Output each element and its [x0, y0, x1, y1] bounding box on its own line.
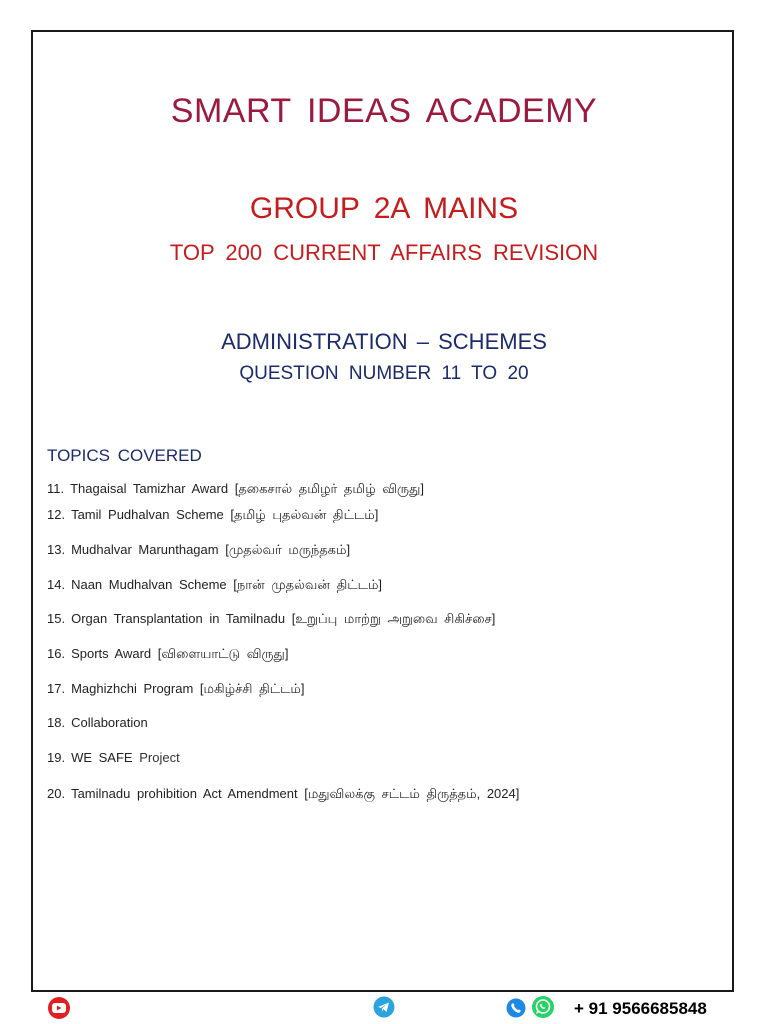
- topic-item: 17. Maghizhchi Program [மகிழ்ச்சி திட்டம்]: [47, 681, 305, 696]
- topic-item: 11. Thagaisal Tamizhar Award [தகைசால் தமிழர் தமிழ் விருது]: [47, 481, 424, 496]
- topics-heading: TOPICS COVERED: [47, 446, 202, 465]
- topic-item: 15. Organ Transplantation in Tamilnadu [உறுப்பு மாற்று அறுவை சிகிச்சை]: [47, 611, 496, 626]
- topic-item: 18. Collaboration: [47, 715, 148, 730]
- topic-item: 19. WE SAFE Project: [47, 750, 180, 765]
- question-range: QUESTION NUMBER 11 TO 20: [239, 363, 529, 384]
- section-title: ADMINISTRATION – SCHEMES: [221, 329, 547, 354]
- revision-subtitle: TOP 200 CURRENT AFFAIRS REVISION: [169, 240, 599, 265]
- youtube-icon[interactable]: [47, 996, 71, 1020]
- topic-item: 12. Tamil Pudhalvan Scheme [தமிழ் புதல்வன் திட்டம்]: [47, 507, 379, 522]
- topic-item: 16. Sports Award [விளையாட்டு விருது]: [47, 646, 289, 661]
- topic-item: 20. Tamilnadu prohibition Act Amendment [மதுவிலக்கு சட்டம் திருத்தம், 2024]: [47, 786, 520, 801]
- exam-title: GROUP 2A MAINS: [249, 192, 519, 225]
- telegram-icon[interactable]: [373, 996, 395, 1018]
- academy-title: SMART IDEAS ACADEMY: [170, 92, 598, 130]
- topic-item: 14. Naan Mudhalvan Scheme [நான் முதல்வன் திட்டம்]: [47, 577, 383, 592]
- phone-icon[interactable]: [506, 998, 526, 1018]
- whatsapp-icon[interactable]: [531, 995, 555, 1019]
- phone-number: + 91 9566685848: [574, 999, 707, 1018]
- topic-item: 13. Mudhalvar Marunthagam [முதல்வர் மருந்தகம்]: [47, 542, 351, 557]
